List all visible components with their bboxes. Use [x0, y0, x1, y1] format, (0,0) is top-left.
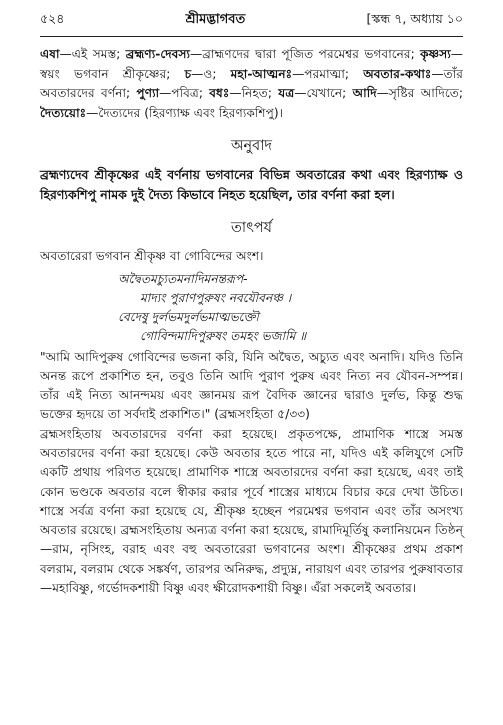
synonym-meaning: —ও;	[191, 66, 231, 81]
synonym-word: কৃষ্ণস্য	[420, 47, 451, 61]
header-rule	[40, 36, 463, 37]
synonyms	[40, 45, 463, 123]
page-header	[40, 10, 463, 34]
synonym-meaning: —যেখানে;	[294, 86, 353, 100]
page-number: ৫২৪	[40, 11, 65, 26]
synonym-word: এষা	[40, 47, 60, 61]
synonym-meaning: —সৃষ্টির আদিতে;	[376, 86, 463, 100]
synonym-word: যত্র	[278, 86, 295, 100]
purport-heading: তাৎপর্য	[230, 220, 273, 236]
synonym-meaning: —নিহত;	[229, 86, 279, 100]
verse	[118, 270, 463, 346]
synonym-meaning: —পবিত্র;	[159, 86, 210, 100]
synonym-word: পুণ্যা	[136, 86, 160, 100]
synonym-word: দৈত্যয়োঃ	[40, 105, 87, 120]
verse-line: মাদ্যং পুরাণপুরুষং নবযৌবনঞ্চ ।	[140, 290, 292, 305]
book-title: শ্রীমদ্ভাগবত	[185, 12, 246, 27]
verse-line: গোবিন্দমাদিপুরুষং তমহং ভজামি ॥	[140, 328, 307, 343]
chapter-location: [স্কন্ধ ৭, অধ্যায় ১০	[366, 11, 463, 26]
synonym-word: মহা-আত্মনঃ	[230, 66, 293, 81]
verse-line: অদ্বৈতমচ্যুতমনাদিমনন্তরূপ-	[118, 271, 248, 286]
synonym-meaning: —স্বয়ং ভগবান শ্রীকৃষ্ণের;	[40, 47, 463, 81]
synonym-meaning: —ব্রাহ্মণদের দ্বারা পূজিত পরমেশ্বর ভগবানের;	[190, 47, 421, 61]
synonyms-paragraph	[40, 45, 463, 123]
translation-text: ব্রহ্মণ্যদেব শ্রীকৃষ্ণের এই বর্ণনায় ভগবানের বিভিন্ন অবতারের কথা এবং হিরণ্যাক্ষ ও হিরণ্যকশিপু নামক দুই দৈত্য কিভাবে নিহত হয়েছিল, তার বর্ণনা করা হল।	[40, 167, 463, 202]
synonym-meaning: —এই সমস্ত;	[59, 47, 126, 61]
verse-line: বেদেষু দুর্লভমদুর্লভমাত্মভক্তৌ	[118, 309, 259, 324]
synonym-meaning: —দৈত্যদের (হিরণ্যাক্ষ এবং হিরণ্যকশিপু)।	[86, 105, 284, 120]
synonym-word: ব্রহ্মণ্য-দেবস্য	[125, 47, 191, 61]
synonym-meaning: —তাঁর অবতারদের বর্ণনা;	[40, 66, 463, 100]
purport-paragraph: "আমি আদিপুরুষ গোবিন্দের ভজনা করি, যিনি অদ্বৈত, অচ্যুত এবং অনাদি। যদিও তিনি অনন্ত রূপে প্রকাশিত হন, তবুও তিনি আদি পুরাণ পুরুষ এবং নিত্য নব যৌবন-সম্পন্ন। তাঁর এই নিত্য আনন্দময় এবং জ্ঞানময় রূপ বৈদিক জ্ঞানের দ্বারাও দুর্লভ, কিন্তু শুদ্ধ ভক্তের হৃদয়ে তা সর্বদাই প্রকাশিত।" (ব্রহ্মসংহিতা ৫/৩৩)	[40, 349, 463, 422]
synonym-word: চ	[184, 66, 192, 81]
synonym-meaning: —পরমাত্মা;	[292, 66, 364, 81]
synonym-word: বধঃ	[209, 86, 230, 100]
purport-paragraph: ব্রহ্মসংহিতায় অবতারদের বর্ণনা করা হয়েছে। প্রকৃতপক্ষে, প্রামাণিক শাস্ত্রে সমস্ত অবতারদের বর্ণনা করা হয়েছে। কেউ অবতার হতে পারে না, যদিও এই কলিযুগে সেটি একটি প্রথায় পরিণত হয়েছে। প্রামাণিক শাস্ত্রে অবতারদের বর্ণনা করা হয়েছে, এবং তাই কোন ভণ্ডকে অবতার বলে স্বীকার করার পূর্বে শাস্ত্রের মাধ্যমে বিচার করে দেখা উচিত। শাস্ত্রে সর্বত্র বর্ণনা করা হয়েছে যে, শ্রীকৃষ্ণ হচ্ছেন পরমেশ্বর ভগবান এবং তাঁর অসংখ্য অবতার রয়েছে। ব্রহ্মসংহিতায় অন্যত্র বর্ণনা করা হয়েছে, রামাদিমূর্তিষু কলানিয়মেন তিষ্ঠন্—রাম, নৃসিংহ, বরাহ এবং বহু অবতারেরা ভগবানের অংশ। শ্রীকৃষ্ণের প্রথম প্রকাশ বলরাম, বলরাম থেকে সঙ্কর্ষণ, তারপর অনিরুদ্ধ, প্রদ্যুম্ন, নারায়ণ এবং তারপর পুরুষাবতার—মহাবিষ্ণু, গর্ভোদকশায়ী বিষ্ণু এবং ক্ষীরোদকশায়ী বিষ্ণু। এঁরা সকলেই অবতার।	[40, 426, 463, 596]
purport-intro: অবতারেরা ভগবান শ্রীকৃষ্ণ বা গোবিন্দের অংশ।	[40, 249, 264, 263]
synonym-word: অবতার-কথাঃ	[363, 66, 432, 81]
synonym-word: আদি	[352, 86, 377, 100]
translation-heading: অনুবাদ	[230, 138, 273, 154]
